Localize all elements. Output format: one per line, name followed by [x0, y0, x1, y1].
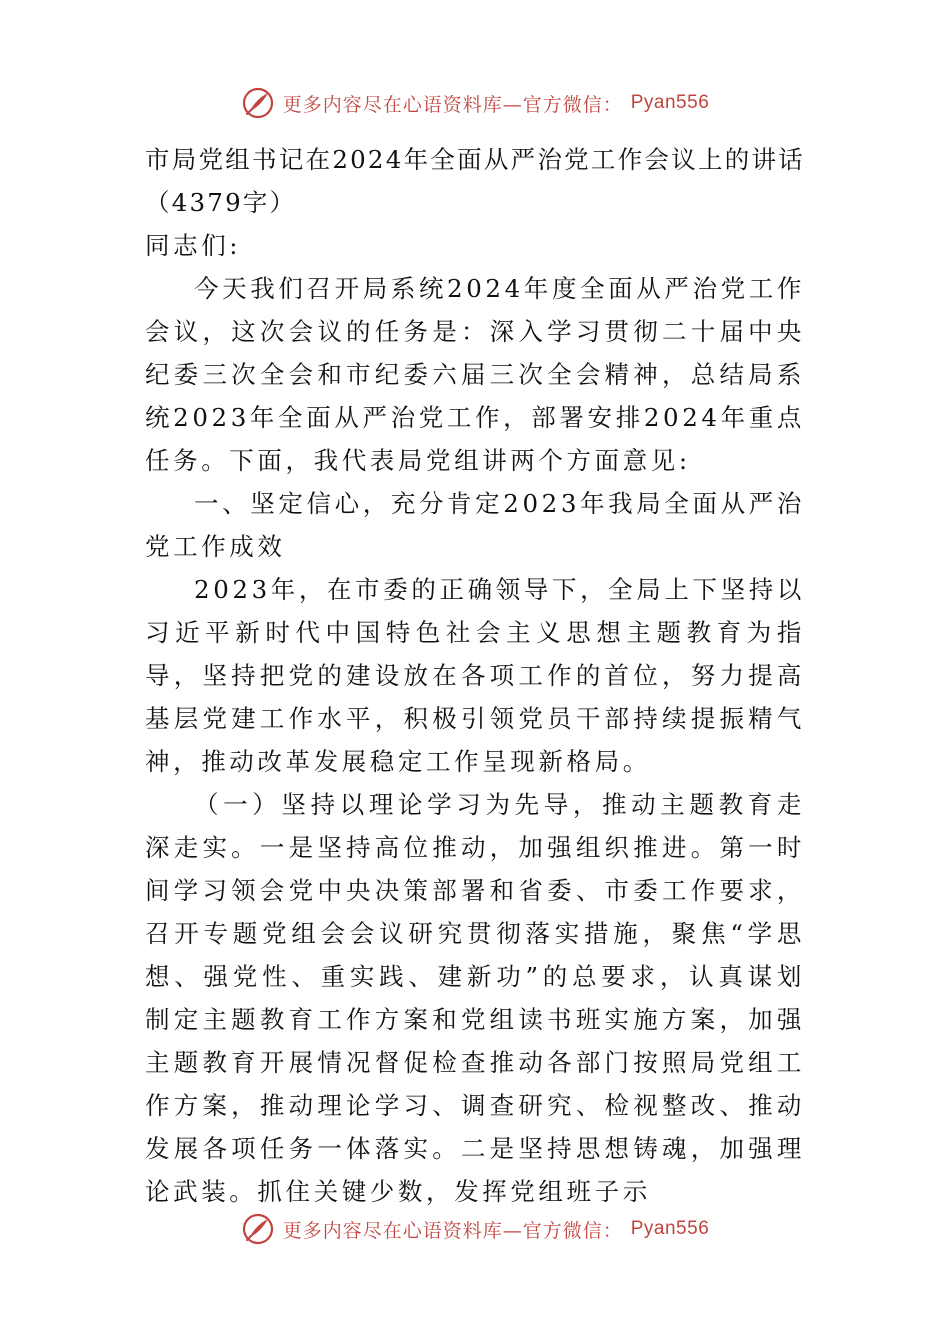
section-heading-1: 一、坚定信心，充分肯定2023年我局全面从严治党工作成效: [145, 489, 805, 561]
watermark-wechat-id: Pyan556: [630, 1218, 710, 1239]
document-body: [145, 138, 805, 1213]
watermark-wechat-id: Pyan556: [630, 92, 710, 113]
watermark-text: 更多内容尽在心语资料库—官方微信：: [282, 1219, 623, 1242]
paragraph-theory-study: （一）坚持以理论学习为先导，推动主题教育走深走实。一是坚持高位推动，加强组织推进。第一时间学习领会党中央决策部署和省委、市委工作要求，召开专题党组会会议研究贯彻落实措施，聚焦“学思想、强党性、重实践、建新功”的总要求，认真谋划制定主题教育工作方案和党组读书班实施方案，加强主题教育开展情况督促检查推动各部门按照局党组工作方案，推动理论学习、调查研究、检视整改、推动发展各项任务一体落实。二是坚持思想铸魂，加强理论武装。抓住关键少数，发挥党组班子示: [145, 790, 805, 1206]
salutation: 同志们:: [145, 231, 242, 260]
paragraph-intro: 今天我们召开局系统2024年度全面从严治党工作会议，这次会议的任务是：深入学习贯彻二十届中央纪委三次全会和市纪委六届三次全会精神，总结局系统2023年全面从严治党工作，部署安排2024年重点任务。下面，我代表局党组讲两个方面意见:: [145, 274, 805, 475]
document-title: 市局党组书记在2024年全面从严治党工作会议上的讲话（4379字）: [145, 145, 805, 217]
watermark-footer: [0, 1212, 950, 1246]
paragraph-2023-summary: 2023年，在市委的正确领导下，全局上下坚持以习近平新时代中国特色社会主义思想主题教育为指导，坚持把党的建设放在各项工作的首位，努力提高基层党建工作水平，积极引领党员干部持续提振精气神，推动改革发展稳定工作呈现新格局。: [145, 575, 805, 776]
quill-pen-logo-icon: [241, 86, 275, 120]
watermark-text: 更多内容尽在心语资料库—官方微信：: [282, 93, 623, 116]
watermark-header: [0, 86, 950, 120]
quill-pen-logo-icon: [241, 1212, 275, 1246]
